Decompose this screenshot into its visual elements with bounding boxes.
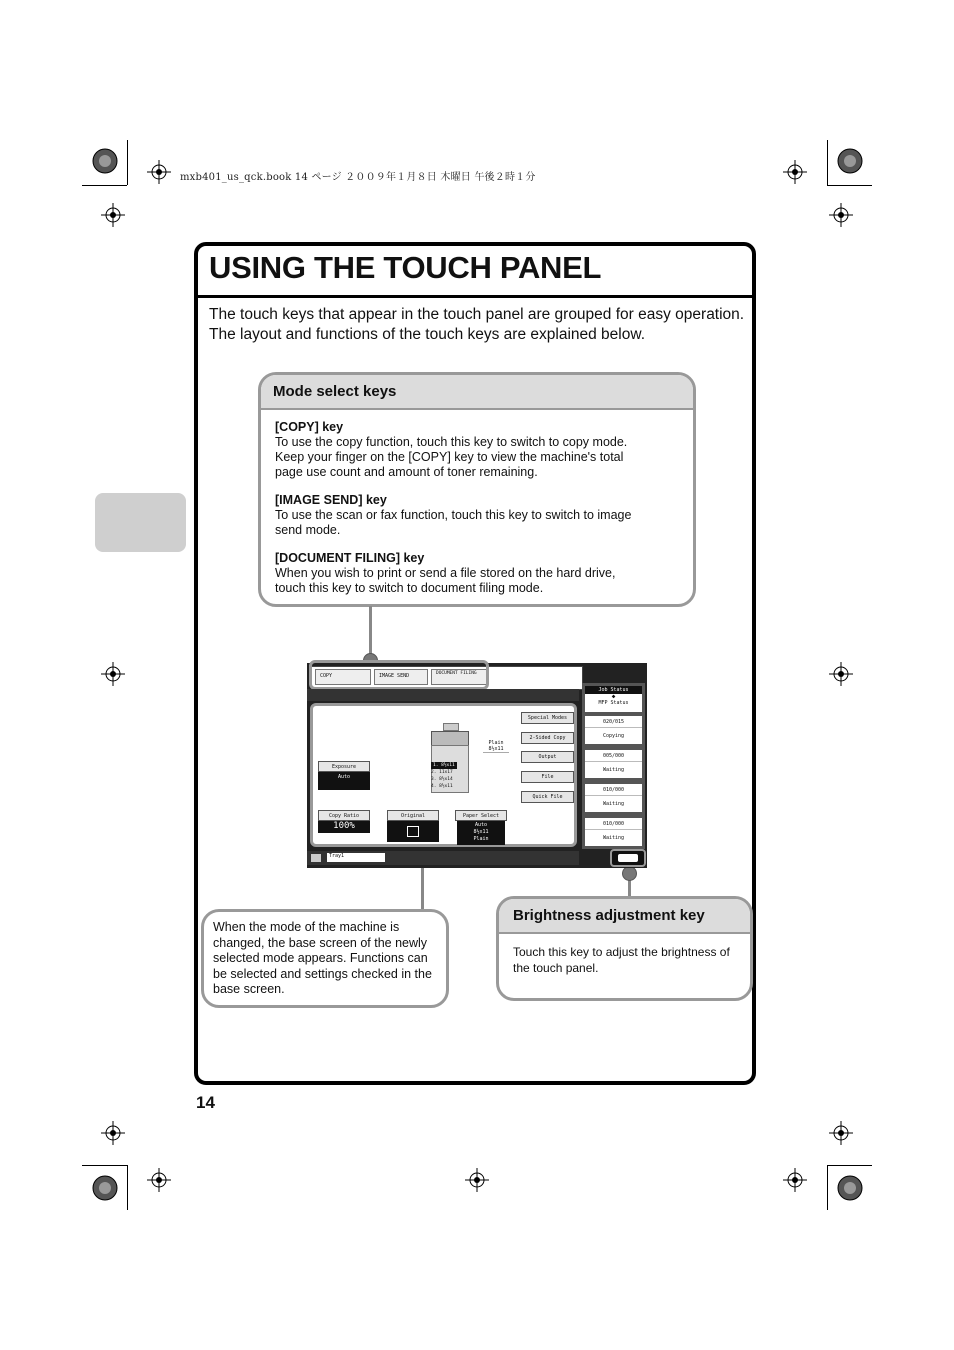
copy-ratio-button[interactable]: Copy Ratio [318, 810, 370, 821]
color-target-icon [837, 1175, 863, 1201]
bottom-status-strip [307, 851, 579, 865]
brightness-text: Touch this key to adjust the brightness of the touch panel. [513, 945, 730, 975]
registration-mark-icon [465, 1168, 489, 1192]
brightness-adjustment-button[interactable] [610, 849, 646, 867]
registration-mark-icon [147, 160, 171, 184]
tab-image-send[interactable]: IMAGE SEND [374, 669, 428, 685]
image-send-key-desc [275, 493, 679, 538]
registration-mark-icon [783, 1168, 807, 1192]
registration-mark-icon [829, 203, 853, 227]
print-meta: mxb401_us_qck.book 14 ページ ２００９年１月８日 木曜日 午後２時１分 [180, 172, 536, 183]
paper-type-label: Plain [488, 740, 504, 746]
job-item[interactable] [585, 716, 642, 744]
registration-mark-icon [829, 1121, 853, 1145]
paper-select-button[interactable]: Paper Select [455, 810, 507, 821]
document-icon [407, 826, 419, 837]
paper-size-label: 8½x11 [488, 746, 504, 752]
job-count: 020/015 [585, 716, 642, 728]
original-value [387, 821, 439, 842]
original-button[interactable]: Original [387, 810, 439, 821]
toggle-arrows-icon: ◆ [611, 693, 616, 700]
document-filing-key-text: When you wish to print or send a file stored on the hard drive, touch this key to switch to document filing mode. [275, 566, 616, 595]
image-send-key-title: [IMAGE SEND] key [275, 493, 387, 507]
quick-file-button[interactable]: Quick File [521, 791, 574, 803]
brightness-heading: Brightness adjustment key [499, 899, 750, 934]
registration-mark-icon [829, 662, 853, 686]
two-sided-copy-button[interactable]: 2-Sided Copy [521, 732, 574, 744]
tray-item: 1. 8½x11 [433, 763, 455, 768]
copy-key-title: [COPY] key [275, 420, 344, 434]
status-strip [307, 689, 579, 701]
special-modes-button[interactable]: Special Modes [521, 712, 574, 724]
intro-text: The touch keys that appear in the touch panel are grouped for easy operation. The layout and functions of the touch keys are explained below. [209, 306, 745, 343]
brightness-icon [618, 854, 638, 862]
paper-select-value [457, 821, 505, 845]
title-divider [198, 295, 754, 298]
tab-document-filing[interactable]: DOCUMENT FILING [431, 669, 487, 685]
job-status: Waiting [602, 835, 625, 841]
job-count: 010/000 [585, 818, 642, 830]
tray-list [431, 762, 457, 790]
job-status-column [582, 683, 645, 849]
job-status: Waiting [602, 767, 625, 773]
copy-key-desc [275, 420, 679, 480]
tray-item: 4. 8½x11 [431, 784, 453, 789]
job-item[interactable] [585, 784, 642, 812]
leader-dot [622, 866, 637, 881]
tray-item: 2. 11x17 [431, 770, 453, 775]
file-button[interactable]: File [521, 771, 574, 783]
section-tab [95, 493, 186, 552]
job-item[interactable] [585, 818, 642, 846]
registration-mark-icon [101, 662, 125, 686]
exposure-button[interactable]: Exposure [318, 761, 370, 772]
mode-select-callout [258, 372, 696, 607]
page-title: USING THE TOUCH PANEL [209, 250, 602, 285]
copy-key-text: To use the copy function, touch this key to switch to copy mode. Keep your finger on the [COPY] key to view the machine's total page use count and amount of toner remaining. [275, 435, 628, 479]
job-status-label: Job Status [585, 686, 642, 694]
paper-select-type: Plain [473, 836, 489, 842]
copy-ratio-value: 100% [318, 821, 370, 833]
color-target-icon [837, 148, 863, 174]
paper-tray-icon [311, 854, 321, 862]
base-screen [310, 703, 577, 847]
output-button[interactable]: Output [521, 751, 574, 763]
job-status: Waiting [602, 801, 625, 807]
exposure-value: Auto [318, 772, 370, 790]
job-item[interactable] [585, 750, 642, 778]
leader-line [369, 606, 372, 658]
tab-copy[interactable]: COPY [315, 669, 371, 685]
color-target-icon [92, 148, 118, 174]
color-target-icon [92, 1175, 118, 1201]
tray-item: 3. 8½x14 [431, 777, 453, 782]
mfp-status-label: MFP Status [598, 700, 629, 706]
image-send-key-text: To use the scan or fax function, touch this key to switch to image send mode. [275, 508, 632, 537]
job-count: 005/000 [585, 750, 642, 762]
paper-select-mode: Auto [474, 822, 488, 828]
paper-info [483, 740, 509, 753]
touch-panel-screenshot [307, 663, 647, 868]
job-status-header[interactable] [585, 686, 642, 712]
paper-select-size: 8½x11 [473, 829, 489, 835]
brightness-callout [496, 896, 753, 1001]
mode-select-heading: Mode select keys [261, 375, 693, 410]
page-number: 14 [196, 1093, 215, 1112]
registration-mark-icon [147, 1168, 171, 1192]
registration-mark-icon [101, 1121, 125, 1145]
registration-mark-icon [101, 203, 125, 227]
document-filing-key-desc [275, 551, 679, 596]
job-status: Copying [602, 733, 625, 739]
tray-field: Tray1 [327, 853, 385, 862]
base-screen-note-callout [201, 909, 449, 1008]
document-filing-key-title: [DOCUMENT FILING] key [275, 551, 425, 565]
registration-mark-icon [783, 160, 807, 184]
job-count: 010/000 [585, 784, 642, 796]
base-screen-note-text: When the mode of the machine is changed, the base screen of the newly selected mode appears. Functions can be selected and settings checked in the base screen. [213, 920, 432, 996]
mode-keys-highlight [309, 660, 489, 690]
